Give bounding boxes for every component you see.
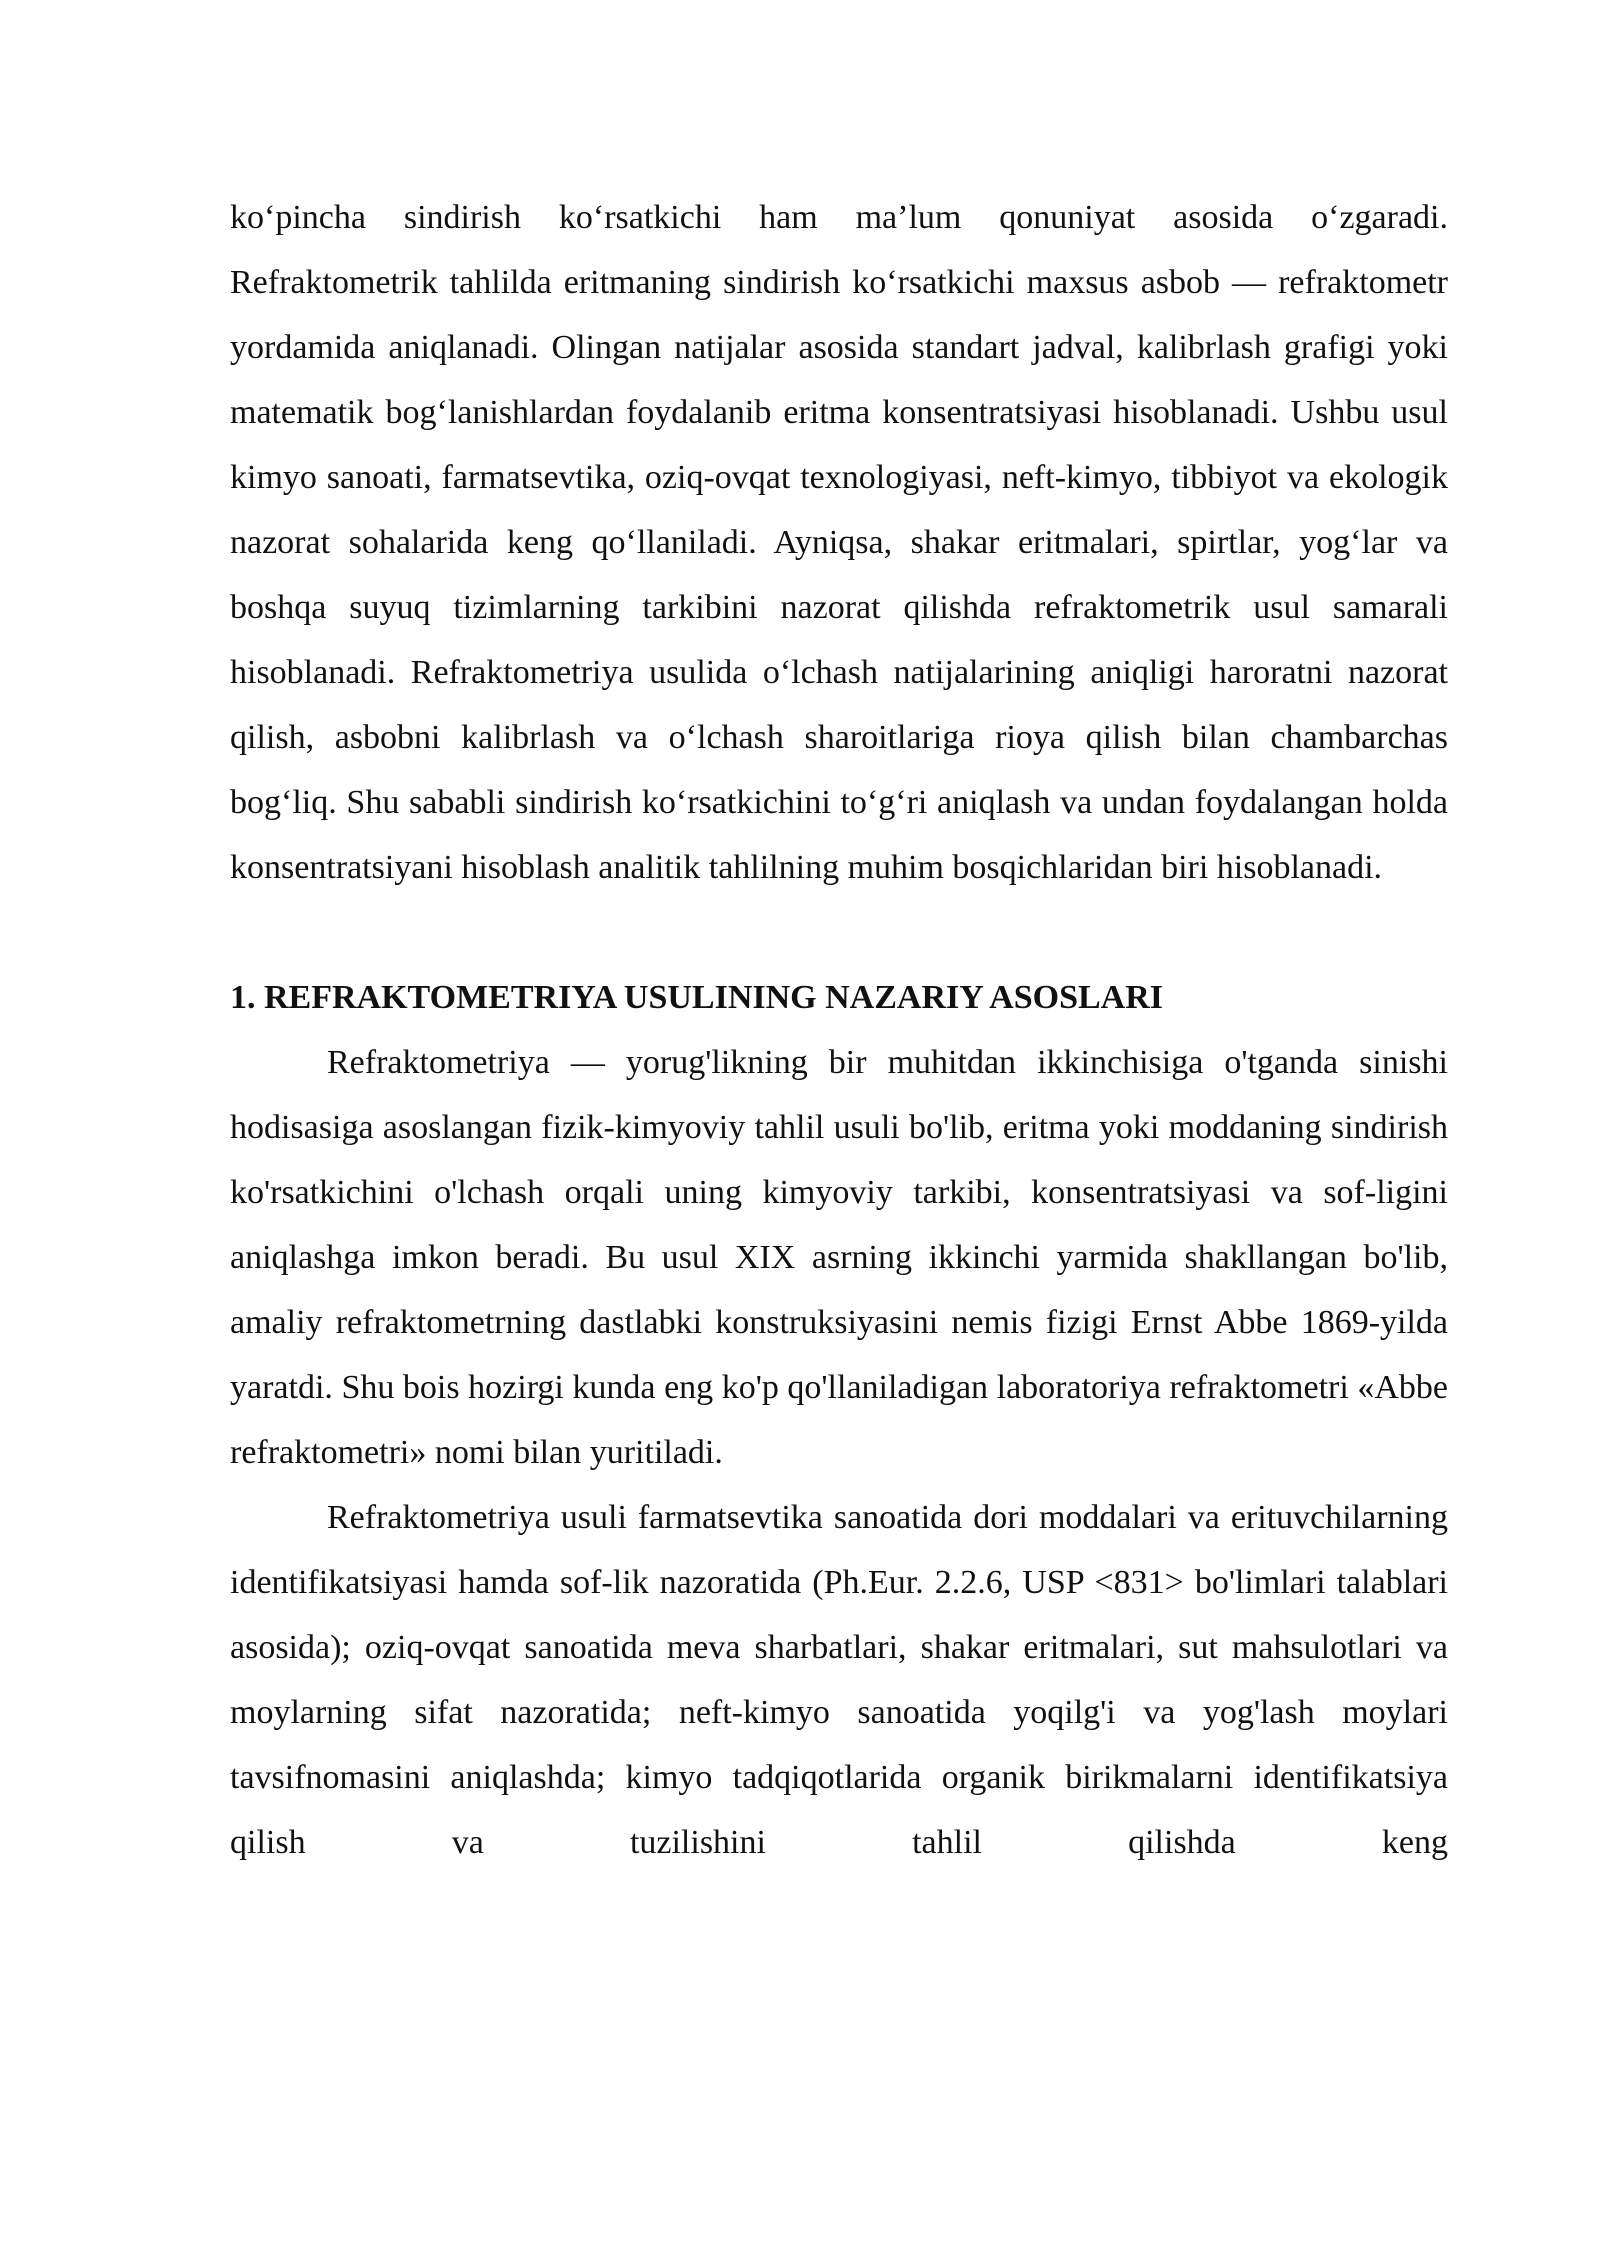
body-paragraph: ko‘pincha sindirish ko‘rsatkichi ham ma’lum qonuniyat asosida o‘zgaradi. Refraktometrik tahlilda eritmaning sindirish ko‘rsatkichi maxsus asbob — refraktometr yordamida aniqlanadi. Olingan natijalar asosida standart jadval, kalibrlash grafigi yoki matematik bog‘lanishlardan foydalanib eritma konsentratsiyasi hisoblanadi. Ushbu usul kimyo sanoati, farmatsevtika, oziq-ovqat texnologiyasi, neft-kimyo, tibbiyot va ekologik nazorat sohalarida keng qo‘llaniladi. Ayniqsa, shakar eritmalari, spirtlar, yog‘lar va boshqa suyuq tizimlarning tarkibini nazorat qilishda refraktometrik usul samarali hisoblanadi. Refraktometriya usulida o‘lchash natijalarining aniqligi haroratni nazorat qilish, asbobni kalibrlash va o‘lchash sharoitlariga rioya qilish bilan chambarchas bog‘liq. Shu sababli sindirish ko‘rsatkichini to‘g‘ri aniqlash va undan foydalangan holda konsentratsiyani hisoblash analitik tahlilning muhim bosqichlaridan biri hisoblanadi. — [230, 199, 1448, 886]
section-paragraph-1: Refraktometriya — yorug'likning bir muhitdan ikkinchisiga o'tganda sinishi hodisasiga asoslangan fizik-kimyoviy tahlil usuli bo'lib, eritma yoki moddaning sindirish ko'rsatkichini o'lchash orqali uning kimyoviy tarkibi, konsentratsiyasi va sof-ligini aniqlashga imkon beradi. Bu usul XIX asrning ikkinchi yarmida shakllangan bo'lib, amaliy refraktometrning dastlabki konstruksiyasini nemis fizigi Ernst Abbe 1869-yilda yaratdi. Shu bois hozirgi kunda eng ko'p qo'llaniladigan laboratoriya refraktometri «Abbe refraktometri» nomi bilan yuritiladi. — [230, 1044, 1448, 1471]
section-heading: 1. REFRAKTOMETRIYA USULINING NAZARIY ASOSLARI — [230, 979, 1163, 1016]
document-page — [230, 185, 1448, 1875]
section-paragraph-2: Refraktometriya usuli farmatsevtika sanoatida dori moddalari va erituvchilarning identifikatsiyasi hamda sof-lik nazoratida (Ph.Eur. 2.2.6, USP <831> bo'limlari talablari asosida); oziq-ovqat sanoatida meva sharbatlari, shakar eritmalari, sut mahsulotlari va moylarning sifat nazoratida; neft-kimyo sanoatida yoqilg'i va yog'lash moylari tavsifnomasini aniqlashda; kimyo tadqiqotlarida organik birikmalarni identifikatsiya qilish va tuzilishini tahlil qilishda keng — [230, 1499, 1448, 1861]
